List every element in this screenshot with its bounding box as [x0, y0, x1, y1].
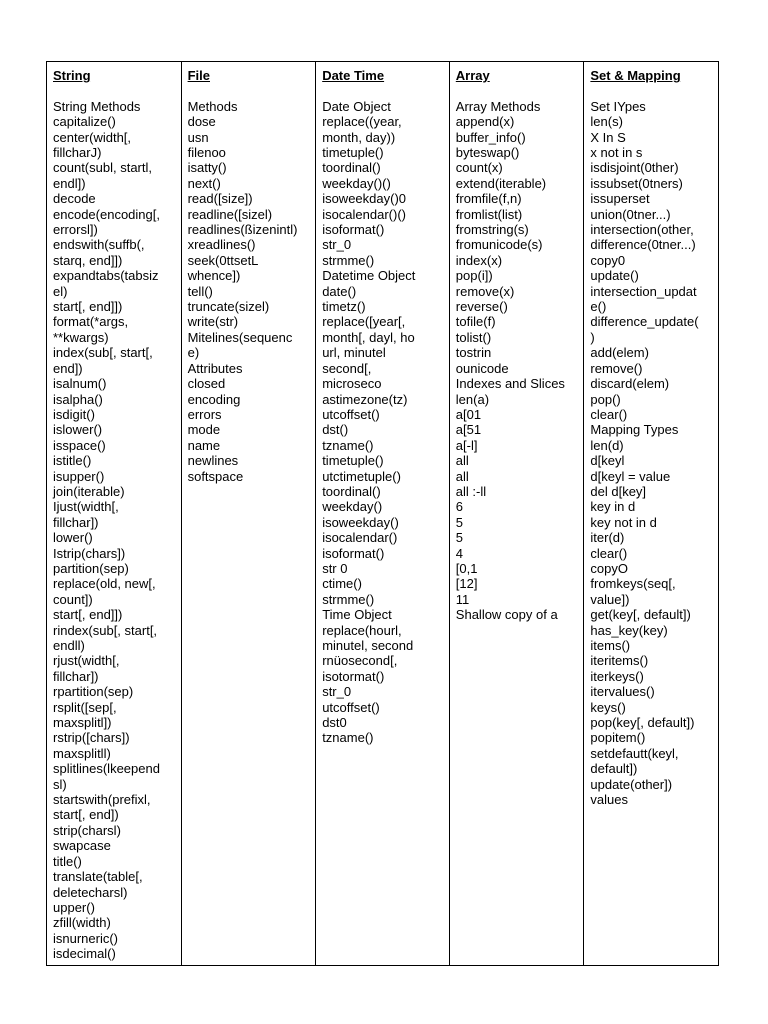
column-spacer	[188, 83, 316, 98]
list-item: strmme()	[322, 591, 375, 607]
list-item: Istrip(chars])	[53, 545, 126, 561]
list-item: String Methods	[53, 98, 141, 114]
list-item: isocalendar()	[322, 530, 398, 546]
column-date-time	[316, 62, 450, 965]
list-item: key not in d	[590, 514, 657, 530]
list-item: isocalendar()()	[322, 206, 406, 222]
list-item: clear()	[590, 545, 628, 561]
list-item: rstrip([chars])	[53, 730, 130, 746]
list-item: dst()	[322, 422, 349, 438]
list-item: toordinal()	[322, 483, 381, 499]
list-item: extend(iterable)	[455, 175, 547, 191]
list-item: [0,1	[455, 560, 478, 576]
list-item: replace([year[, month[, dayl, ho url, minutel second[, microseco	[322, 314, 415, 392]
list-item: issubset(0tners)	[590, 175, 683, 191]
list-item: len(d)	[590, 437, 624, 453]
list-item: Set IYpes	[590, 98, 646, 114]
list-item: [12]	[455, 576, 478, 592]
list-item: pop(key[, default])	[590, 715, 695, 731]
list-item: utcoffset()	[322, 699, 380, 715]
list-item: append(x)	[455, 114, 515, 130]
column-spacer	[590, 83, 718, 98]
list-item: translate(table[, deletecharsl)	[53, 869, 143, 900]
list-item: mode	[187, 422, 221, 438]
list-item: intersection(other,	[590, 222, 694, 238]
list-item: decode	[53, 191, 96, 207]
column-title: Date Time	[322, 68, 385, 83]
list-item: X In S	[590, 129, 626, 145]
list-item: remove()	[590, 360, 643, 376]
list-item: intersection_updat e()	[590, 283, 697, 315]
column-spacer	[456, 83, 584, 98]
list-item: reverse()	[455, 299, 508, 315]
list-item: isalpha()	[53, 391, 103, 407]
list-item: str_0	[322, 237, 352, 253]
list-item: swapcase	[53, 838, 111, 854]
list-item: utcoffset()	[322, 406, 380, 422]
list-item: istitle()	[53, 453, 92, 469]
list-item: isoformat()	[322, 545, 385, 561]
list-item: timetuple()	[322, 145, 384, 160]
list-item: rsplit([sep[, maxsplitl])	[53, 699, 117, 731]
column-file	[182, 62, 317, 965]
column-items	[322, 99, 449, 746]
list-item: islower()	[53, 422, 103, 438]
list-item: count(x)	[455, 160, 503, 176]
list-item: tofile(f)	[455, 314, 496, 330]
list-item: rindex(sub[, start[, endll)	[53, 622, 158, 653]
list-item: all :-ll	[455, 483, 487, 499]
list-item: difference(0tner...)	[590, 237, 696, 253]
column-items	[590, 99, 718, 808]
list-item: isatty()	[187, 160, 227, 176]
list-item: newlines	[187, 453, 239, 469]
list-item: endswith(suffb(, starq, end]])	[53, 237, 145, 268]
list-item: lower()	[53, 530, 93, 546]
list-item: format(*args, **kwargs)	[53, 314, 129, 345]
column-title: Set & Mapping	[590, 68, 681, 83]
list-item: 4	[455, 545, 464, 561]
list-item: partition(sep)	[53, 560, 129, 576]
list-item: fromstring(s)	[455, 222, 529, 238]
list-item: encode(encoding[, errorsl])	[53, 206, 160, 238]
list-item: d[keyl = value	[590, 468, 671, 484]
list-item: a[-l]	[455, 437, 478, 453]
list-item: astimezone(tz)	[322, 391, 408, 407]
list-item: weekday()()	[322, 175, 391, 191]
list-item: 6	[455, 499, 464, 515]
list-item: isspace()	[53, 437, 106, 453]
list-item: ctime()	[322, 576, 362, 592]
list-item: replace(hourl, minutel, second rnüosecond[,	[322, 622, 414, 669]
list-item: isupper()	[53, 468, 105, 484]
list-item: items()	[590, 638, 631, 653]
column-items	[456, 99, 584, 623]
list-item: popitem()	[590, 730, 646, 746]
list-item: isdigit()	[53, 406, 95, 422]
list-item: start[, end]])	[53, 299, 123, 315]
list-item: pop(i])	[455, 268, 493, 284]
list-item: pop()	[590, 391, 621, 407]
list-item: isdecimal()	[53, 946, 116, 962]
column-string	[47, 62, 182, 965]
list-item: Indexes and Slices	[455, 376, 565, 392]
list-item: splitlines(lkeepend sl)	[53, 761, 160, 792]
list-item: isnurneric()	[53, 930, 119, 946]
list-item: strip(charsl)	[53, 822, 121, 838]
list-item: toordinal()	[322, 160, 381, 176]
list-item: str_0	[322, 684, 352, 700]
list-item: tzname()	[322, 437, 374, 453]
column-title: File	[187, 68, 210, 83]
list-item: values	[590, 792, 628, 808]
list-item: clear()	[590, 406, 628, 422]
reference-table	[46, 61, 719, 966]
list-item: Mitelines(sequenc e)	[187, 329, 293, 361]
list-item: update(other])	[590, 776, 673, 792]
list-item: errors	[187, 406, 222, 422]
list-item: tostrin	[455, 345, 492, 361]
list-item: Attributes	[187, 360, 243, 376]
list-item: Array Methods	[455, 98, 541, 114]
list-item: start[, end]])	[53, 607, 123, 623]
list-item: isoweekday()	[322, 514, 399, 530]
list-item: isoweekday()0	[322, 191, 407, 207]
list-item: copy0	[590, 252, 626, 268]
list-item: has_key(key)	[590, 622, 668, 638]
list-item: del d[key]	[590, 483, 647, 499]
list-item: maxsplitll)	[53, 745, 111, 761]
list-item: setdefautt(keyl, default])	[590, 745, 679, 777]
list-item: Time Object	[322, 607, 392, 623]
list-item: a[01	[455, 406, 482, 422]
column-set-mapping	[584, 62, 718, 965]
list-item: expandtabs(tabsiz el)	[53, 268, 159, 299]
list-item: byteswap()	[455, 145, 520, 160]
list-item: closed	[187, 376, 226, 392]
list-item: Methods	[187, 98, 238, 114]
list-item: isotormat()	[322, 668, 385, 684]
list-item: timetuple()	[322, 453, 384, 469]
column-array	[450, 62, 585, 965]
list-item: timetz()	[322, 299, 366, 315]
list-item: key in d	[590, 499, 636, 515]
list-item: seek(0ttsetL whence])	[187, 252, 259, 284]
list-item: Date Object	[322, 98, 391, 114]
list-item: readlines(ßizenintl)	[187, 222, 298, 238]
list-item: update()	[590, 268, 639, 284]
column-spacer	[322, 83, 449, 98]
list-item: startswith(prefixl, start[, end])	[53, 792, 151, 823]
list-item: ounicode	[455, 360, 509, 376]
list-item: len(s)	[590, 114, 623, 130]
list-item: upper()	[53, 899, 95, 915]
list-item: tell()	[187, 283, 213, 299]
list-item: keys()	[590, 699, 626, 715]
list-item: zfill(width)	[53, 915, 111, 931]
list-item: isdisjoint(0ther)	[590, 160, 679, 176]
list-item: read([size])	[187, 191, 253, 207]
list-item: 5	[455, 530, 464, 546]
list-item: iterkeys()	[590, 668, 644, 684]
list-item: fromkeys(seq[, value])	[590, 576, 676, 607]
list-item: a[51	[455, 422, 482, 438]
list-item: iteritems()	[590, 653, 649, 669]
column-spacer	[53, 83, 181, 98]
list-item: x not in s	[590, 145, 643, 160]
list-item: 5	[455, 514, 464, 530]
list-item: truncate(sizel)	[187, 299, 270, 315]
column-title: String	[53, 68, 91, 83]
list-item: usn	[187, 129, 209, 145]
list-item: iter(d)	[590, 530, 625, 546]
list-item: write(str)	[187, 314, 239, 330]
list-item: rjust(width[, fillchar])	[53, 653, 120, 684]
list-item: encoding	[187, 391, 241, 407]
list-item: Shallow copy of a	[455, 607, 558, 623]
list-item: Mapping Types	[590, 422, 679, 438]
list-item: union(0tner...)	[590, 206, 671, 222]
list-item: index(x)	[455, 252, 503, 268]
column-items	[53, 99, 181, 962]
list-item: weekday()	[322, 499, 383, 515]
list-item: replace((year, month, day))	[322, 114, 402, 145]
list-item: filenoo	[187, 145, 226, 160]
list-item: len(a)	[455, 391, 490, 407]
list-item: count(subl, startl, endl])	[53, 160, 152, 191]
list-item: add(elem)	[590, 345, 649, 361]
list-item: tolist()	[455, 329, 492, 345]
list-item: index(sub[, start[, end])	[53, 345, 153, 376]
list-item: rpartition(sep)	[53, 684, 134, 700]
list-item: d[keyl	[590, 453, 625, 469]
list-item: join(iterable)	[53, 483, 125, 499]
list-item: discard(elem)	[590, 376, 670, 392]
list-item: title()	[53, 853, 82, 869]
list-item: all	[455, 468, 469, 484]
list-item: softspace	[187, 468, 244, 484]
list-item: Ijust(width[, fillchar])	[53, 499, 119, 530]
list-item: copyO	[590, 560, 628, 576]
list-item: remove(x)	[455, 283, 515, 299]
list-item: fromunicode(s)	[455, 237, 543, 253]
list-item: capitalize()	[53, 114, 116, 130]
list-item: next()	[187, 175, 221, 191]
list-item: itervalues()	[590, 684, 655, 700]
list-item: isalnum()	[53, 376, 107, 392]
list-item: xreadlines()	[187, 237, 256, 253]
list-item: name	[187, 437, 221, 453]
list-item: date()	[322, 283, 357, 299]
column-items	[188, 99, 316, 484]
list-item: readline([sizel)	[187, 206, 273, 222]
list-item: difference_update( )	[590, 314, 699, 345]
list-item: fromfile(f,n)	[455, 191, 522, 207]
list-item: all	[455, 453, 469, 469]
list-item: Datetime Object	[322, 268, 416, 284]
list-item: utctimetuple()	[322, 468, 401, 484]
list-item: replace(old, new[, count])	[53, 576, 156, 607]
list-item: issuperset	[590, 191, 650, 207]
list-item: buffer_info()	[455, 129, 526, 145]
list-item: fromlist(list)	[455, 206, 523, 222]
list-item: tzname()	[322, 730, 374, 746]
list-item: center(width[, fillcharJ)	[53, 129, 132, 160]
list-item: get(key[, default])	[590, 607, 691, 623]
list-item: 11	[455, 591, 470, 607]
list-item: dst0	[322, 715, 347, 731]
list-item: isoformat()	[322, 222, 385, 238]
list-item: dose	[187, 114, 216, 130]
list-item: strmme()	[322, 252, 375, 268]
column-title: Array	[455, 68, 490, 83]
list-item: str 0	[322, 560, 348, 576]
